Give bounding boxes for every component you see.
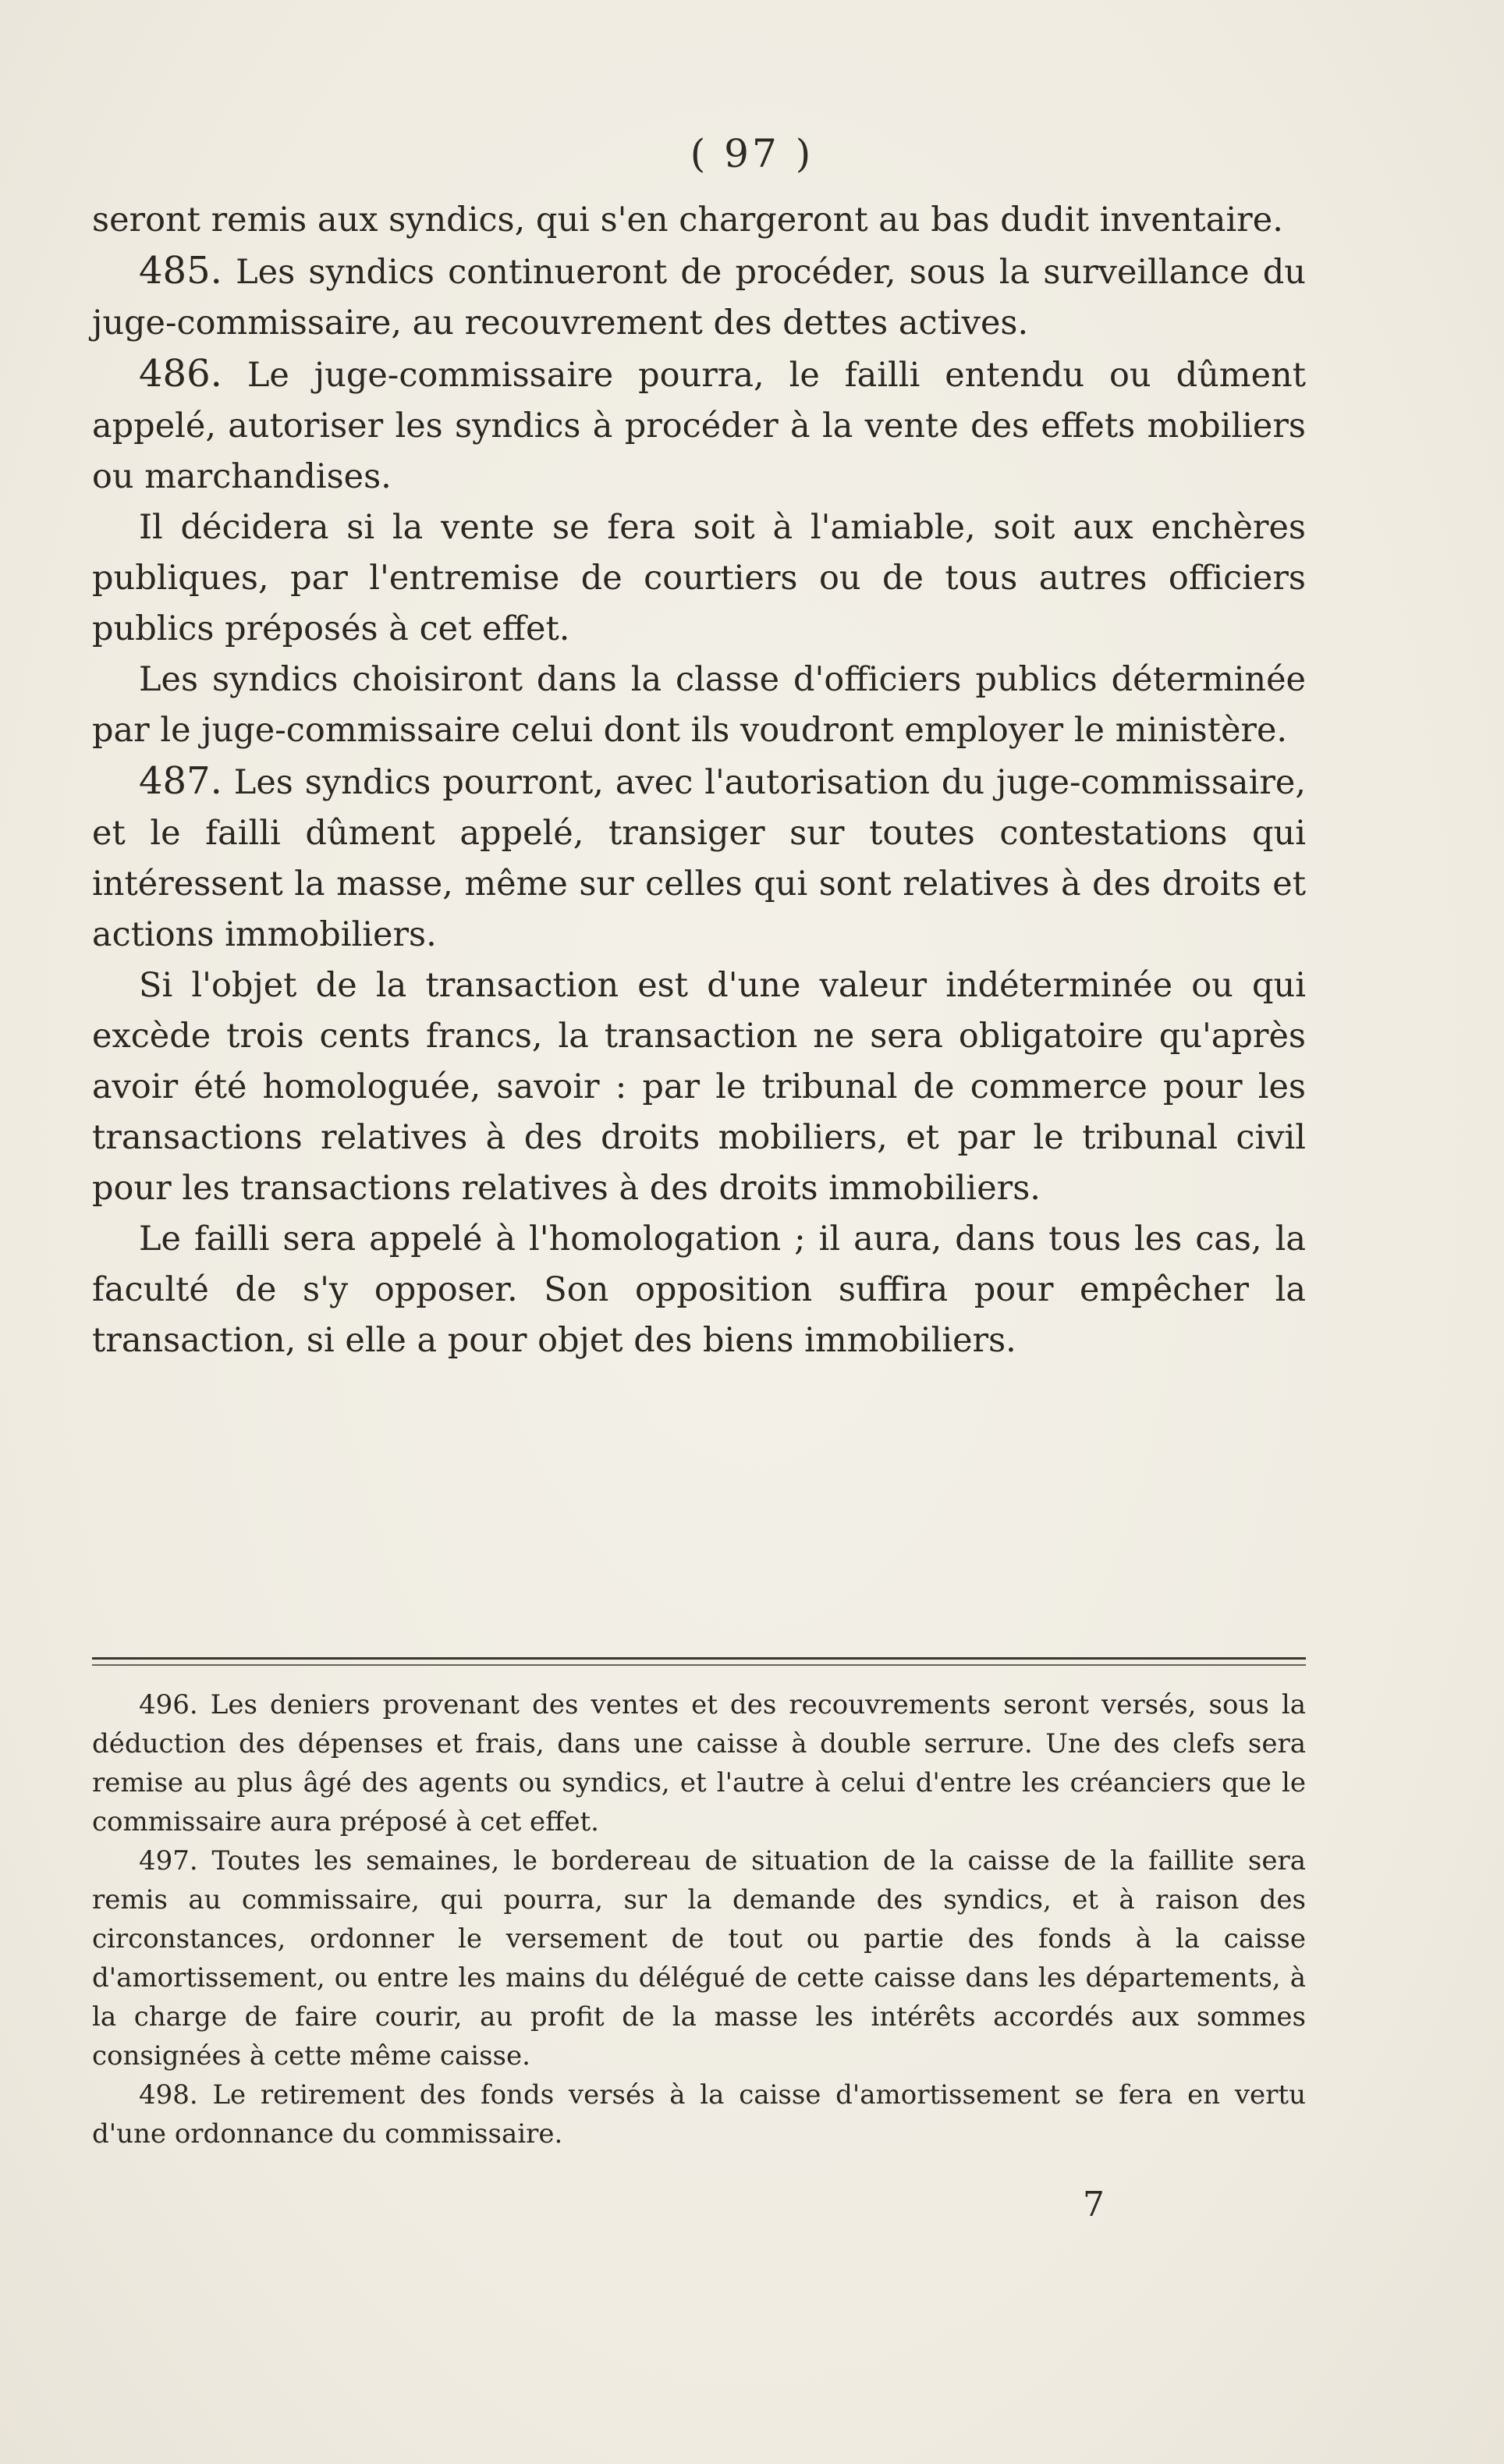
paragraph <box>92 502 1306 655</box>
footnote-number: 498. <box>139 2079 198 2111</box>
page-number-header: ( 97 ) <box>690 131 814 176</box>
article-487 <box>92 756 1306 960</box>
footnote-497 <box>92 1841 1306 2075</box>
footnote-text: Toutes les semaines, le bordereau de situation de la caisse de la faillite sera remis au commissaire, qui pourra, sur la demande des syndics, et à raison des circonstances, ordonner le versement de tout ou partie des fonds à la caisse d'amortissement, ou entre les mains du délégué de cette caisse dans les départements, à la charge de faire courir, au profit de la masse les intérêts accordés aux sommes consignées à cette même caisse. <box>92 1845 1306 2072</box>
footnote-number: 496. <box>139 1689 198 1720</box>
footnote-text: Le retirement des fonds versés à la caisse d'amortissement se fera en vertu d'une ordonnance du commissaire. <box>92 2079 1306 2150</box>
footnote-498 <box>92 2075 1306 2153</box>
paragraph-text: Si l'objet de la transaction est d'une valeur indéterminée ou qui excède trois cents francs, la transaction ne sera obligatoire qu'après avoir été homologuée, savoir : par le tribunal de commerce pour les transactions relatives à des droits mobiliers, et par le tribunal civil pour les transactions relatives à des droits immobiliers. <box>92 966 1306 1208</box>
paragraph <box>92 1214 1306 1366</box>
signature-mark: 7 <box>1083 2185 1105 2224</box>
article-485 <box>92 246 1306 349</box>
article-486 <box>92 349 1306 502</box>
article-number: 486. <box>139 352 222 396</box>
footnote-text: Les deniers provenant des ventes et des recouvrements seront versés, sous la déduction des dépenses et frais, dans une caisse à double serrure. Une des clefs sera remise au plus âgé des agents ou syndics, et l'autre à celui d'entre les créanciers que le commissaire aura préposé à cet effet. <box>92 1689 1307 1837</box>
paragraph-text: Les syndics pourront, avec l'autorisation du juge-commissaire, et le failli dûment appelé, transiger sur toutes contestations qui intéressent la masse, même sur celles qui sont relatives à des droits et actions immobiliers. <box>92 763 1306 954</box>
article-number: 485. <box>139 249 222 293</box>
footnotes <box>92 1685 1306 2153</box>
main-text <box>92 195 1306 1366</box>
paragraph <box>92 195 1306 246</box>
paragraph <box>92 960 1306 1214</box>
paragraph-text: Les syndics continueront de procéder, sous la surveillance du juge-commissaire, au recouvrement des dettes actives. <box>92 253 1306 343</box>
paragraph-text: Le failli sera appelé à l'homologation ; il aura, dans tous les cas, la faculté de s'y opposer. Son opposition suffira pour empêcher la transaction, si elle a pour objet des biens immobiliers. <box>92 1220 1306 1360</box>
separator-rule <box>92 1664 1306 1666</box>
separator-rule <box>92 1657 1306 1660</box>
article-number: 487. <box>139 759 222 803</box>
footnote-496 <box>92 1685 1306 1841</box>
paragraph-text: seront remis aux syndics, qui s'en chargeront au bas dudit inventaire. <box>92 201 1283 240</box>
paragraph-text: Le juge-commissaire pourra, le failli entendu ou dûment appelé, autoriser les syndics à procéder à la vente des effets mobiliers ou marchandises. <box>92 356 1306 496</box>
paragraph <box>92 655 1306 756</box>
paragraph-text: Il décidera si la vente se fera soit à l'amiable, soit aux enchères publiques, par l'entremise de courtiers ou de tous autres officiers publics préposés à cet effet. <box>92 508 1306 648</box>
footnote-number: 497. <box>139 1845 198 1876</box>
paragraph-text: Les syndics choisiront dans la classe d'officiers publics déterminée par le juge-commissaire celui dont ils voudront employer le ministère. <box>92 660 1306 750</box>
